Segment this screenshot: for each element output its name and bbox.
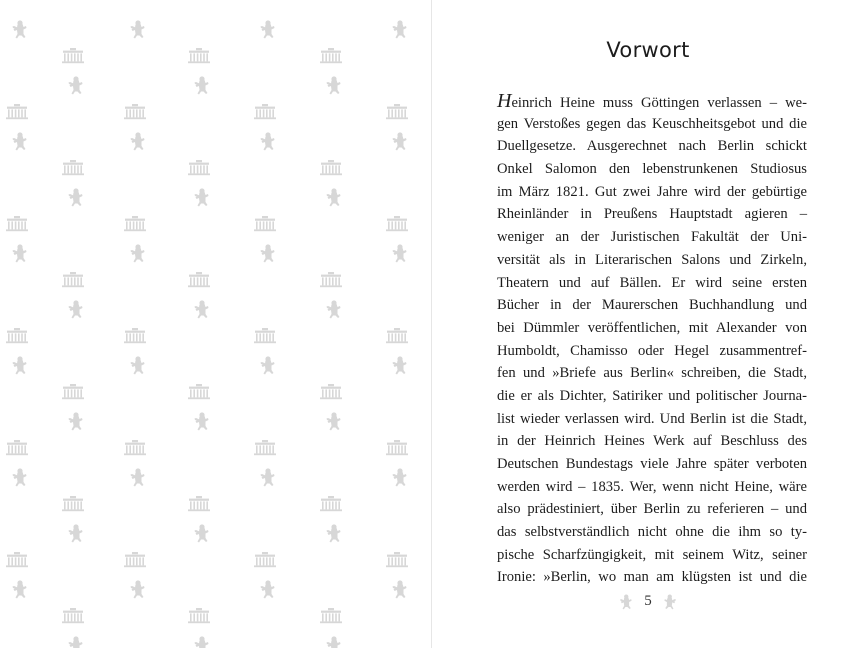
brandenburg-gate-icon xyxy=(6,104,28,119)
text-line xyxy=(497,385,807,408)
text-line xyxy=(497,90,807,113)
text-line xyxy=(497,249,807,272)
brandenburg-gate-icon xyxy=(6,328,28,343)
brandenburg-gate-icon xyxy=(62,608,84,623)
text-line xyxy=(497,521,807,544)
bear-icon xyxy=(327,524,341,542)
bear-icon xyxy=(195,76,209,94)
text-line-content: gen Verstoßes gegen das Keuschheitsgebot und die xyxy=(497,115,807,132)
text-line xyxy=(497,430,807,453)
bear-icon xyxy=(131,356,145,374)
bear-icon xyxy=(13,580,27,598)
text-line xyxy=(497,226,807,249)
bear-icon xyxy=(327,188,341,206)
bear-icon xyxy=(13,356,27,374)
bear-icon xyxy=(261,132,275,150)
brandenburg-gate-icon xyxy=(62,384,84,399)
bear-icon xyxy=(393,580,407,598)
bear-icon xyxy=(327,412,341,430)
bear-ornament-icon xyxy=(618,594,632,610)
brandenburg-gate-icon xyxy=(320,160,342,175)
bear-icon xyxy=(131,468,145,486)
bear-icon xyxy=(195,188,209,206)
brandenburg-gate-icon xyxy=(386,552,408,567)
brandenburg-gate-icon xyxy=(254,440,276,455)
bear-icon xyxy=(131,132,145,150)
bear-icon xyxy=(131,244,145,262)
brandenburg-gate-icon xyxy=(386,328,408,343)
brandenburg-gate-icon xyxy=(254,216,276,231)
brandenburg-gate-icon xyxy=(6,440,28,455)
bear-icon xyxy=(69,188,83,206)
brandenburg-gate-icon xyxy=(124,328,146,343)
brandenburg-gate-icon xyxy=(188,48,210,63)
text-line xyxy=(497,317,807,340)
text-line-content: list wieder verlassen wird. Und Berlin ist die Stadt, xyxy=(497,410,807,427)
text-line-content: im März 1821. Gut zwei Jahre wird der gebürtige xyxy=(497,183,807,200)
text-line xyxy=(497,544,807,567)
brandenburg-gate-icon xyxy=(124,216,146,231)
text-line xyxy=(497,566,807,589)
bear-icon xyxy=(195,636,209,648)
bear-icon xyxy=(69,76,83,94)
brandenburg-gate-icon xyxy=(62,272,84,287)
page-folio xyxy=(432,593,864,610)
bear-icon xyxy=(13,132,27,150)
brandenburg-gate-icon xyxy=(6,216,28,231)
bear-icon xyxy=(69,524,83,542)
text-line xyxy=(497,135,807,158)
brandenburg-gate-icon xyxy=(62,48,84,63)
text-line-content: fen und »Briefe aus Berlin« schreiben, die Stadt, xyxy=(497,365,807,382)
text-line-content: einrich Heine muss Göttingen verlassen – we- xyxy=(511,95,807,111)
brandenburg-gate-icon xyxy=(320,272,342,287)
bear-ornament-icon xyxy=(664,594,678,610)
brandenburg-gate-icon xyxy=(386,104,408,119)
text-line-content: in der Heinrich Heines Werk auf Beschluss des xyxy=(497,433,807,450)
brandenburg-gate-icon xyxy=(320,496,342,511)
text-line xyxy=(497,476,807,499)
bear-icon xyxy=(261,244,275,262)
brandenburg-gate-icon xyxy=(124,440,146,455)
brandenburg-gate-icon xyxy=(188,160,210,175)
text-line xyxy=(497,203,807,226)
bear-icon xyxy=(131,580,145,598)
text-line xyxy=(497,453,807,476)
drop-cap: H xyxy=(497,90,512,112)
bear-icon xyxy=(13,468,27,486)
brandenburg-gate-icon xyxy=(254,104,276,119)
bear-icon xyxy=(195,524,209,542)
text-line-content: Deutschen Bundestags viele Jahre später verboten xyxy=(497,456,807,472)
text-line-content: die er als Dichter, Satiriker und politischer Journa- xyxy=(497,387,807,404)
text-line xyxy=(497,340,807,363)
text-line xyxy=(497,181,807,204)
bear-icon xyxy=(13,244,27,262)
body-text xyxy=(497,90,807,589)
text-line-content: Humboldt, Chamisso oder Hegel zusammentref- xyxy=(497,342,807,359)
text-line xyxy=(497,272,807,295)
brandenburg-gate-icon xyxy=(6,552,28,567)
brandenburg-gate-icon xyxy=(320,608,342,623)
brandenburg-gate-icon xyxy=(188,496,210,511)
text-line-content: pische Scharfzüngigkeit, mit seinem Witz, seiner xyxy=(497,546,807,563)
text-line-content: bei Dümmler veröffentlichen, mit Alexander von xyxy=(497,319,807,336)
bear-icon xyxy=(327,636,341,648)
bear-icon xyxy=(261,20,275,38)
bear-icon xyxy=(393,20,407,38)
bear-icon xyxy=(261,356,275,374)
brandenburg-gate-icon xyxy=(254,328,276,343)
bear-icon xyxy=(393,468,407,486)
text-line-content: Duellgesetze. Ausgerechnet nach Berlin schickt xyxy=(497,138,807,155)
bear-icon xyxy=(393,132,407,150)
text-line-content: Ironie: »Berlin, wo man am klügsten ist und die xyxy=(497,569,807,586)
bear-icon xyxy=(69,636,83,648)
bear-icon xyxy=(393,356,407,374)
brandenburg-gate-icon xyxy=(254,552,276,567)
text-line-content: Rheinländer in Preußens Hauptstadt agieren – xyxy=(497,206,807,223)
bear-icon xyxy=(131,20,145,38)
brandenburg-gate-icon xyxy=(124,552,146,567)
bear-icon xyxy=(327,76,341,94)
bear-icon xyxy=(327,300,341,318)
text-line xyxy=(497,498,807,521)
brandenburg-gate-icon xyxy=(62,496,84,511)
text-line-content: weniger an der Juristischen Fakultät der Uni- xyxy=(497,229,807,246)
bear-icon xyxy=(393,244,407,262)
brandenburg-gate-icon xyxy=(124,104,146,119)
brandenburg-gate-icon xyxy=(320,48,342,63)
brandenburg-gate-icon xyxy=(188,384,210,399)
text-line-content: Onkel Salomon den lebenstrunkenen Studiosus xyxy=(497,161,807,178)
text-line xyxy=(497,294,807,317)
brandenburg-gate-icon xyxy=(188,608,210,623)
bear-icon xyxy=(69,300,83,318)
bear-icon xyxy=(261,580,275,598)
text-line xyxy=(497,113,807,136)
text-line-content: Theatern und auf Bällen. Er wird seine ersten xyxy=(497,274,807,291)
bear-icon xyxy=(13,20,27,38)
text-line xyxy=(497,362,807,385)
brandenburg-gate-icon xyxy=(320,384,342,399)
text-line-content: werden wird – 1835. Wer, wenn nicht Heine, wäre xyxy=(497,478,807,495)
right-page xyxy=(432,0,864,648)
brandenburg-gate-icon xyxy=(386,440,408,455)
brandenburg-gate-icon xyxy=(386,216,408,231)
bear-icon xyxy=(261,468,275,486)
bear-icon xyxy=(195,300,209,318)
bear-icon xyxy=(195,412,209,430)
brandenburg-gate-icon xyxy=(188,272,210,287)
chapter-title: Vorwort xyxy=(606,38,690,62)
text-line-content: das selbstverständlich nicht ohne die ihm so ty- xyxy=(497,524,807,541)
text-line-content: Bücher in der Maurerschen Buchhandlung und xyxy=(497,297,807,314)
text-line-content: also prädestiniert, über Berlin zu referieren – und xyxy=(497,501,807,518)
page-number: 5 xyxy=(644,593,652,609)
brandenburg-gate-icon xyxy=(62,160,84,175)
text-line xyxy=(497,408,807,431)
text-line-content: versität als in Literarischen Salons und Zirkeln, xyxy=(497,251,807,268)
bear-icon xyxy=(69,412,83,430)
text-line xyxy=(497,158,807,181)
